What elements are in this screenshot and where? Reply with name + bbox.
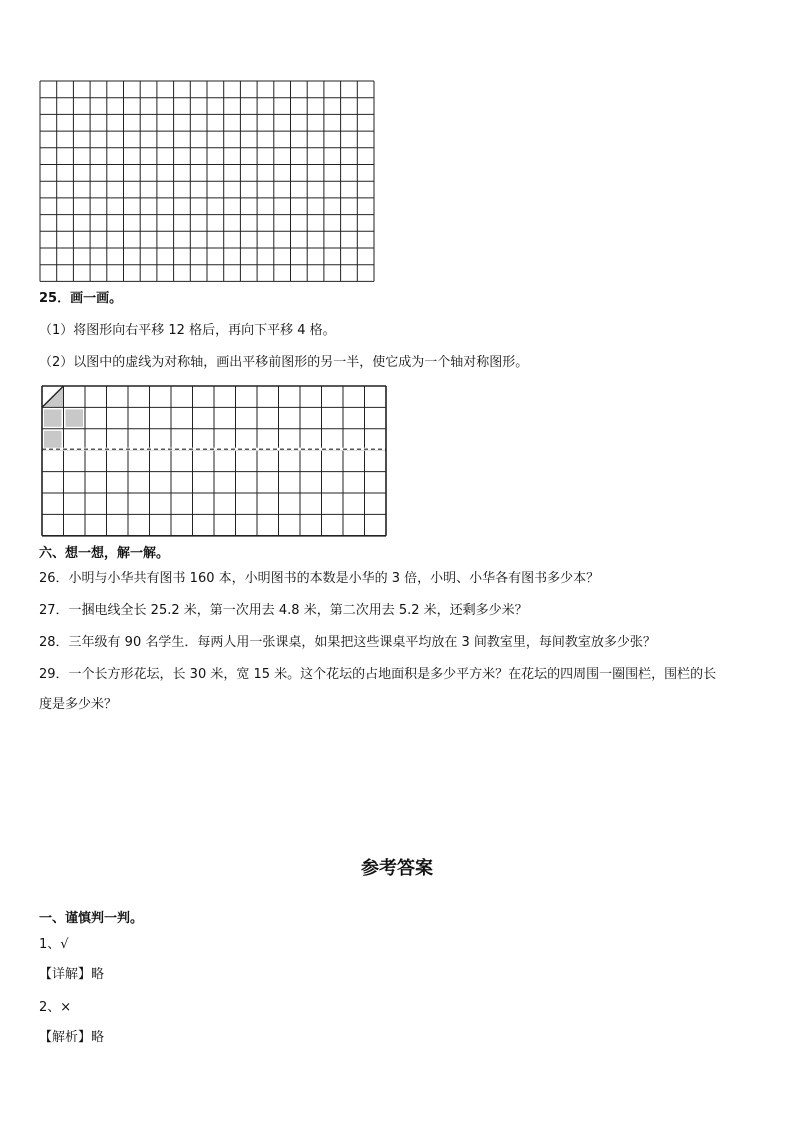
q25-item2: （2）以图中的虚线为对称轴，画出平移前图形的另一半，使它成为一个轴对称图形。 [39,355,529,370]
answer-1-detail: 【详解】略 [39,967,105,982]
question-27: 27．一捆电线全长 25.2 米，第一次用去 4.8 米，第二次用去 5.2 米，还剩多少米？ [39,603,528,618]
answers-section1: 一、谨慎判一判。 [39,911,144,926]
q25-item1: （1）将图形向右平移 12 格后，再向下平移 4 格。 [39,323,336,338]
question-28: 28．三年级有 90 名学生．每两人用一张课桌，如果把这些课桌平均放在 3 间教室里，每间教室放多少张？ [39,635,656,650]
shape-cell [44,431,62,448]
answer-2-detail: 【解析】略 [39,1030,105,1045]
answer-1: 1、√ [39,937,69,952]
q25-title: 25．画一画。 [39,291,123,306]
question-26: 26．小明与小华共有图书 160 本，小明图书的本数是小华的 3 倍，小明、小华各有图书多少本？ [39,571,600,586]
answer-2: 2、× [39,1000,72,1015]
answers-title: 参考答案 [361,858,433,879]
blank-grid-top [38,80,378,282]
shape-cell [44,409,62,426]
question-29-line2: 度是多少米？ [39,697,118,712]
shape-cell [66,409,84,426]
question-29-line1: 29．一个长方形花坛，长 30 米，宽 15 米。这个花坛的占地面积是多少平方米？在花坛的四周围一圈围栏，围栏的长 [39,667,717,682]
section6-title: 六、想一想，解一解。 [39,546,170,561]
translation-grid [40,384,388,538]
